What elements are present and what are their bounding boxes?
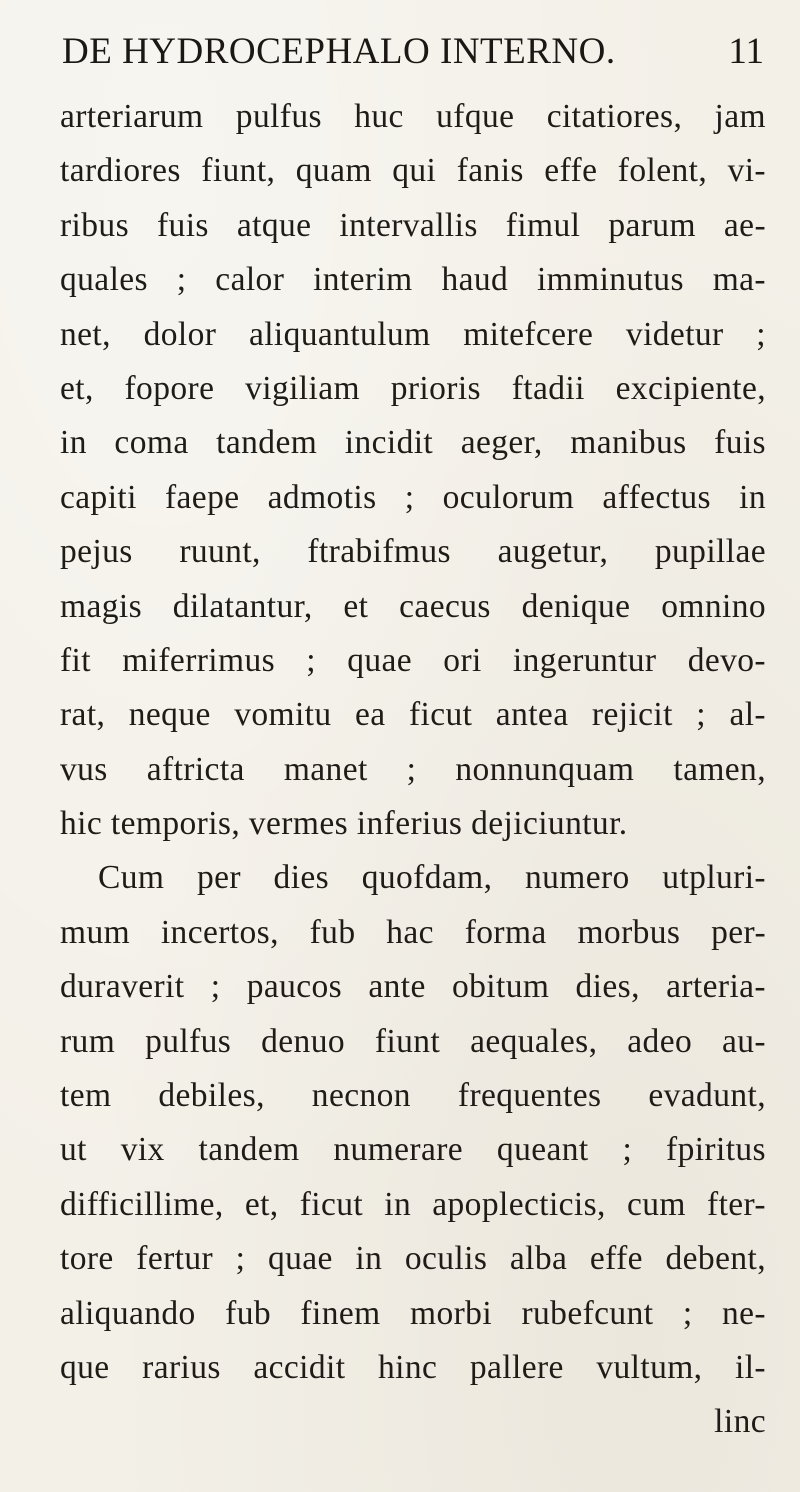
text-line: ut vix tandem numerare queant ; fpiritus	[60, 1131, 766, 1169]
text-line: capiti faepe admotis ; oculorum affectus in	[60, 478, 766, 516]
text-line: net, dolor aliquantulum mitefcere videtur ;	[60, 315, 766, 353]
text-line: vus aftricta manet ; nonnunquam tamen,	[60, 750, 766, 788]
catchword: linc	[714, 1403, 766, 1441]
text-line: tem debiles, necnon frequentes evadunt,	[60, 1077, 766, 1115]
text-line: mum incertos, fub hac forma morbus per-	[60, 913, 766, 951]
text-line: rat, neque vomitu ea ficut antea rejicit ; al-	[60, 696, 766, 734]
text-line: duraverit ; paucos ante obitum dies, arteria-	[60, 968, 766, 1006]
text-line: magis dilatantur, et caecus denique omnino	[60, 587, 766, 625]
text-line: pejus ruunt, ftrabifmus augetur, pupillae	[60, 533, 766, 571]
text-line: tore fertur ; quae in oculis alba effe debent,	[60, 1240, 766, 1278]
body-text	[60, 90, 766, 1450]
text-line: in coma tandem incidit aeger, manibus fuis	[60, 424, 766, 462]
text-line: tardiores fiunt, quam qui fanis effe folent, vi-	[60, 152, 766, 190]
text-line: difficillime, et, ficut in apoplecticis, cum fter-	[60, 1185, 766, 1223]
text-line: rum pulfus denuo fiunt aequales, adeo au-	[60, 1022, 766, 1060]
text-line: et, fopore vigiliam prioris ftadii excipiente,	[60, 369, 766, 407]
running-head	[62, 30, 770, 80]
text-line: aliquando fub finem morbi rubefcunt ; ne-	[60, 1294, 766, 1332]
running-title: DE HYDROCEPHALO INTERNO.	[62, 31, 616, 72]
text-line: arteriarum pulfus huc ufque citatiores, jam	[60, 98, 766, 135]
paragraph-start-line: Cum per dies quofdam, numero utpluri-	[98, 859, 766, 897]
text-line: fit miferrimus ; quae ori ingeruntur devo-	[60, 641, 766, 679]
page-number: 11	[728, 31, 764, 72]
text-line: quales ; calor interim haud imminutus ma-	[60, 261, 766, 299]
text-line: que rarius accidit hinc pallere vultum, il-	[60, 1348, 766, 1386]
text-line: ribus fuis atque intervallis fimul parum ae-	[60, 206, 766, 244]
text-line: hic temporis, vermes inferius dejiciuntur.	[60, 805, 628, 843]
